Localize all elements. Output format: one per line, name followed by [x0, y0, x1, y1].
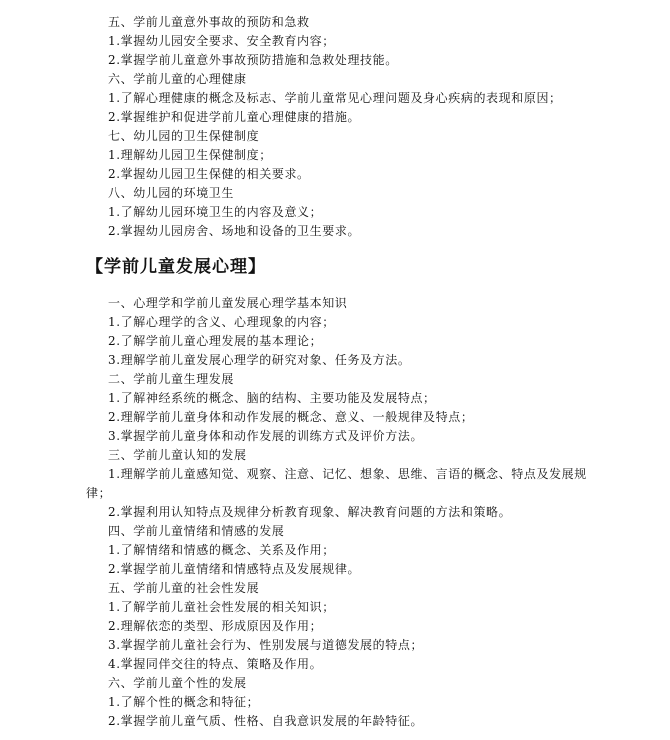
list-item: 3.掌握学前儿童身体和动作发展的训练方式及评价方法。	[108, 429, 424, 443]
list-item: 1.掌握幼儿园安全要求、安全教育内容；	[108, 34, 335, 48]
heading-social-development: 五、学前儿童的社会性发展	[108, 581, 260, 595]
list-item: 2.掌握利用认知特点及规律分析教育现象、解决教育问题的方法和策略。	[108, 505, 512, 519]
list-item: 1.了解学前儿童社会性发展的相关知识；	[108, 600, 335, 614]
list-item: 1.了解个性的概念和特征；	[108, 695, 260, 709]
heading-emotion-development: 四、学前儿童情绪和情感的发展	[108, 524, 285, 538]
list-item: 2.掌握学前儿童气质、性格、自我意识发展的年龄特征。	[108, 714, 424, 728]
heading-health-system: 七、幼儿园的卫生保健制度	[108, 129, 260, 143]
heading-mental-health: 六、学前儿童的心理健康	[108, 72, 247, 86]
list-item: 2.理解依恋的类型、形成原因及作用；	[108, 619, 323, 633]
list-item: 1.理解学前儿童感知觉、观察、注意、记忆、想象、思维、言语的概念、特点及发展规	[108, 467, 587, 481]
list-item: 1.理解幼儿园卫生保健制度；	[108, 148, 272, 162]
list-item: 4.掌握同伴交往的特点、策略及作用。	[108, 657, 323, 671]
heading-environment-hygiene: 八、幼儿园的环境卫生	[108, 186, 235, 200]
list-item: 2.理解学前儿童身体和动作发展的概念、意义、一般规律及特点；	[108, 410, 474, 424]
section-title: 【学前儿童发展心理】	[86, 257, 266, 277]
list-item: 3.理解学前儿童发展心理学的研究对象、任务及方法。	[108, 353, 411, 367]
list-item: 2.掌握学前儿童意外事故预防措施和急救处理技能。	[108, 53, 398, 67]
heading-physical-development: 二、学前儿童生理发展	[108, 372, 235, 386]
list-item: 1.了解情绪和情感的概念、关系及作用；	[108, 543, 335, 557]
list-item-continuation: 律；	[86, 486, 112, 500]
list-item: 1.了解心理学的含义、心理现象的内容；	[108, 315, 335, 329]
list-item: 2.掌握幼儿园卫生保健的相关要求。	[108, 167, 310, 181]
list-item: 3.掌握学前儿童社会行为、性别发展与道德发展的特点；	[108, 638, 424, 652]
list-item: 1.了解心理健康的概念及标志、学前儿童常见心理问题及身心疾病的表现和原因；	[108, 91, 562, 105]
list-item: 2.掌握维护和促进学前儿童心理健康的措施。	[108, 110, 361, 124]
list-item: 1.了解幼儿园环境卫生的内容及意义；	[108, 205, 323, 219]
heading-cognitive-development: 三、学前儿童认知的发展	[108, 448, 247, 462]
list-item: 2.掌握学前儿童情绪和情感特点及发展规律。	[108, 562, 361, 576]
heading-personality-development: 六、学前儿童个性的发展	[108, 676, 247, 690]
heading-accident-prevention: 五、学前儿童意外事故的预防和急救	[108, 15, 310, 29]
heading-psychology-basics: 一、心理学和学前儿童发展心理学基本知识	[108, 296, 348, 310]
list-item: 2.了解学前儿童心理发展的基本理论；	[108, 334, 323, 348]
list-item: 2.掌握幼儿园房舍、场地和设备的卫生要求。	[108, 224, 361, 238]
list-item: 1.了解神经系统的概念、脑的结构、主要功能及发展特点；	[108, 391, 436, 405]
